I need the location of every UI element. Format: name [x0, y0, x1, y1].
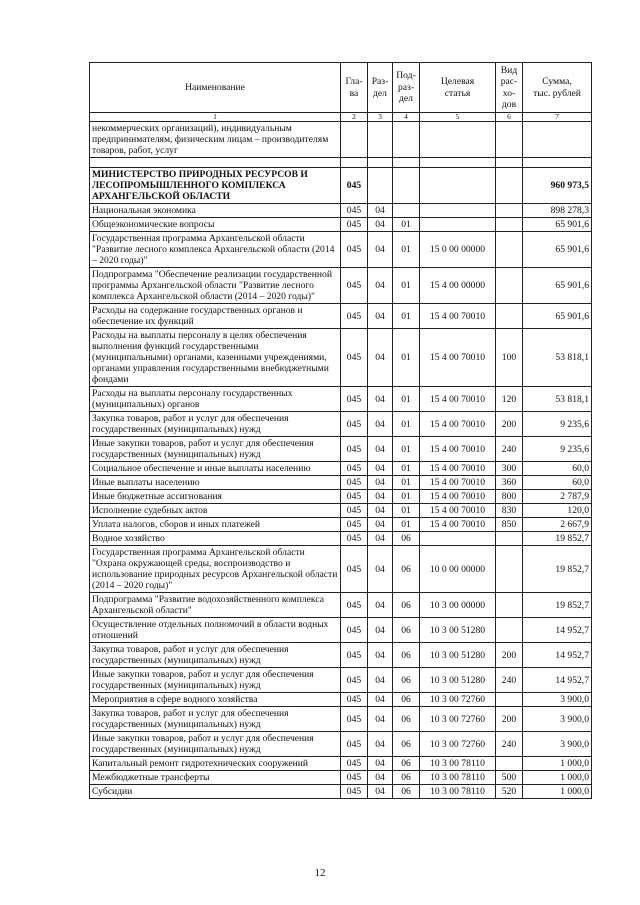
cell-subsection: 06	[393, 771, 420, 785]
cell-name: Общеэкономические вопросы	[90, 218, 341, 232]
cell-subsection: 01	[393, 462, 420, 476]
cell-subsection: 01	[393, 218, 420, 232]
cell-name: Иные закупки товаров, работ и услуг для обеспечения государственных (муниципальных) нужд	[90, 668, 341, 693]
cell-expense-type	[496, 593, 523, 618]
cell-amount: 960 973,5	[523, 168, 592, 204]
cell-expense-type	[496, 204, 523, 218]
table-row	[90, 732, 592, 757]
table-row	[90, 218, 592, 232]
table-row	[90, 668, 592, 693]
cell-amount: 65 901,6	[523, 232, 592, 268]
cell-subsection: 06	[393, 757, 420, 771]
cell-chapter: 045	[341, 490, 368, 504]
cell-target-article: 15 4 00 70010	[420, 462, 496, 476]
cell-name: Закупка товаров, работ и услуг для обеспечения государственных (муниципальных) нужд	[90, 643, 341, 668]
cell-section: 04	[368, 618, 393, 643]
table-row	[90, 546, 592, 593]
cell-name: Уплата налогов, сборов и иных платежей	[90, 518, 341, 532]
cell-name: Иные выплаты населению	[90, 476, 341, 490]
cell-subsection: 06	[393, 618, 420, 643]
header-name: Наименование	[90, 63, 341, 113]
cell-section: 04	[368, 218, 393, 232]
spacer-cell	[368, 158, 393, 168]
cell-name: Социальное обеспечение и иные выплаты населению	[90, 462, 341, 476]
cell-chapter: 045	[341, 476, 368, 490]
cell-target-article: 15 0 00 00000	[420, 232, 496, 268]
header-chapter: Гла- ва	[341, 63, 368, 113]
column-number: 7	[523, 113, 592, 122]
spacer-cell	[523, 158, 592, 168]
cell-subsection: 01	[393, 476, 420, 490]
cell-name: Осуществление отдельных полномочий в области водных отношений	[90, 618, 341, 643]
column-number-row	[90, 113, 592, 122]
cell-amount: 2 667,9	[523, 518, 592, 532]
cell-chapter: 045	[341, 304, 368, 329]
column-number: 1	[90, 113, 341, 122]
cell-expense-type: 850	[496, 518, 523, 532]
cell-target-article	[420, 532, 496, 546]
cell-subsection	[393, 204, 420, 218]
column-number: 6	[496, 113, 523, 122]
cell-expense-type	[496, 693, 523, 707]
cell-amount: 3 900,0	[523, 707, 592, 732]
cell-target-article: 15 4 00 70010	[420, 490, 496, 504]
cell-target-article: 15 4 00 70010	[420, 412, 496, 437]
cell-expense-type	[496, 218, 523, 232]
table-row	[90, 122, 592, 158]
cell-chapter: 045	[341, 168, 368, 204]
cell-amount: 14 952,7	[523, 643, 592, 668]
column-number: 3	[368, 113, 393, 122]
cell-subsection: 01	[393, 387, 420, 412]
cell-subsection	[393, 168, 420, 204]
spacer-cell	[496, 158, 523, 168]
table-row	[90, 232, 592, 268]
cell-target-article: 15 4 00 70010	[420, 437, 496, 462]
cell-amount: 60,0	[523, 462, 592, 476]
cell-target-article: 10 3 00 78110	[420, 785, 496, 799]
cell-expense-type: 240	[496, 437, 523, 462]
cell-expense-type	[496, 168, 523, 204]
cell-section: 04	[368, 771, 393, 785]
cell-expense-type	[496, 757, 523, 771]
cell-expense-type	[496, 546, 523, 593]
cell-target-article	[420, 218, 496, 232]
cell-name: Подпрограмма "Обеспечение реализации государственной программы Архангельской области "Развитие лесного комплекса Архангельской области (2014 – 2020 годы)"	[90, 268, 341, 304]
cell-target-article	[420, 122, 496, 158]
cell-chapter: 045	[341, 232, 368, 268]
cell-chapter: 045	[341, 668, 368, 693]
cell-target-article: 10 0 00 00000	[420, 546, 496, 593]
cell-expense-type: 360	[496, 476, 523, 490]
cell-name: Мероприятия в сфере водного хозяйства	[90, 693, 341, 707]
cell-amount: 1 000,0	[523, 785, 592, 799]
cell-expense-type: 100	[496, 329, 523, 387]
page-number: 12	[314, 867, 326, 879]
cell-amount: 14 952,7	[523, 668, 592, 693]
cell-expense-type: 200	[496, 707, 523, 732]
cell-name: Капитальный ремонт гидротехнических сооружений	[90, 757, 341, 771]
cell-section: 04	[368, 329, 393, 387]
cell-target-article: 10 3 00 72760	[420, 693, 496, 707]
cell-section: 04	[368, 546, 393, 593]
cell-amount: 60,0	[523, 476, 592, 490]
cell-amount: 19 852,7	[523, 532, 592, 546]
table-row	[90, 204, 592, 218]
cell-chapter: 045	[341, 618, 368, 643]
cell-subsection: 06	[393, 732, 420, 757]
cell-section: 04	[368, 693, 393, 707]
spacer-cell	[393, 158, 420, 168]
table-row	[90, 168, 592, 204]
column-number: 4	[393, 113, 420, 122]
cell-chapter: 045	[341, 593, 368, 618]
table-row	[90, 504, 592, 518]
cell-subsection: 01	[393, 329, 420, 387]
cell-target-article	[420, 168, 496, 204]
cell-chapter	[341, 122, 368, 158]
cell-name: Субсидии	[90, 785, 341, 799]
table-row	[90, 618, 592, 643]
cell-name: Государственная программа Архангельской области "Развитие лесного комплекса Архангельской области (2014 – 2020 годы)"	[90, 232, 341, 268]
cell-chapter: 045	[341, 707, 368, 732]
table-row	[90, 490, 592, 504]
cell-amount: 120,0	[523, 504, 592, 518]
cell-section	[368, 122, 393, 158]
cell-subsection: 06	[393, 532, 420, 546]
cell-subsection: 06	[393, 693, 420, 707]
cell-section: 04	[368, 593, 393, 618]
table-header-row	[90, 63, 592, 113]
cell-target-article: 10 3 00 00000	[420, 593, 496, 618]
cell-expense-type	[496, 618, 523, 643]
cell-section: 04	[368, 476, 393, 490]
cell-target-article: 15 4 00 70010	[420, 304, 496, 329]
cell-section: 04	[368, 504, 393, 518]
cell-expense-type: 520	[496, 785, 523, 799]
cell-chapter: 045	[341, 693, 368, 707]
cell-subsection: 01	[393, 518, 420, 532]
cell-amount: 65 901,6	[523, 218, 592, 232]
cell-target-article: 10 3 00 51280	[420, 668, 496, 693]
cell-subsection	[393, 122, 420, 158]
budget-table	[89, 62, 592, 799]
cell-target-article: 15 4 00 70010	[420, 504, 496, 518]
cell-section: 04	[368, 757, 393, 771]
cell-name: Межбюджетные трансферты	[90, 771, 341, 785]
table-row	[90, 771, 592, 785]
cell-amount: 1 000,0	[523, 757, 592, 771]
cell-target-article: 15 4 00 00000	[420, 268, 496, 304]
column-number: 2	[341, 113, 368, 122]
cell-amount: 2 787,9	[523, 490, 592, 504]
cell-target-article: 15 4 00 70010	[420, 329, 496, 387]
cell-section: 04	[368, 532, 393, 546]
spacer-row	[90, 158, 592, 168]
cell-subsection: 01	[393, 412, 420, 437]
cell-subsection: 06	[393, 707, 420, 732]
cell-amount: 14 952,7	[523, 618, 592, 643]
cell-target-article: 10 3 00 72760	[420, 707, 496, 732]
table-row	[90, 462, 592, 476]
cell-chapter: 045	[341, 785, 368, 799]
table-row	[90, 387, 592, 412]
cell-expense-type: 120	[496, 387, 523, 412]
cell-subsection: 01	[393, 504, 420, 518]
cell-chapter: 045	[341, 329, 368, 387]
cell-chapter: 045	[341, 504, 368, 518]
cell-subsection: 06	[393, 668, 420, 693]
cell-section	[368, 168, 393, 204]
cell-subsection: 06	[393, 593, 420, 618]
table-row	[90, 437, 592, 462]
cell-name: Подпрограмма "Развитие водохозяйственного комплекса Архангельской области"	[90, 593, 341, 618]
cell-name: Национальная экономика	[90, 204, 341, 218]
cell-chapter: 045	[341, 771, 368, 785]
cell-target-article: 15 4 00 70010	[420, 518, 496, 532]
cell-chapter: 045	[341, 546, 368, 593]
cell-section: 04	[368, 204, 393, 218]
cell-chapter: 045	[341, 204, 368, 218]
cell-name: Иные закупки товаров, работ и услуг для обеспечения государственных (муниципальных) нужд	[90, 732, 341, 757]
cell-section: 04	[368, 412, 393, 437]
table-body	[90, 122, 592, 799]
cell-expense-type: 500	[496, 771, 523, 785]
column-number: 5	[420, 113, 496, 122]
cell-chapter: 045	[341, 757, 368, 771]
cell-amount: 3 900,0	[523, 732, 592, 757]
cell-section: 04	[368, 643, 393, 668]
cell-subsection: 06	[393, 643, 420, 668]
cell-name: Иные бюджетные ассигнования	[90, 490, 341, 504]
cell-section: 04	[368, 668, 393, 693]
table-row	[90, 304, 592, 329]
cell-name: Закупка товаров, работ и услуг для обеспечения государственных (муниципальных) нужд	[90, 412, 341, 437]
table-row	[90, 412, 592, 437]
cell-subsection: 06	[393, 785, 420, 799]
cell-subsection: 01	[393, 268, 420, 304]
cell-target-article: 10 3 00 78110	[420, 771, 496, 785]
cell-section: 04	[368, 304, 393, 329]
cell-subsection: 01	[393, 304, 420, 329]
table-row	[90, 518, 592, 532]
cell-chapter: 045	[341, 268, 368, 304]
cell-section: 04	[368, 268, 393, 304]
cell-target-article: 15 4 00 70010	[420, 476, 496, 490]
table-row	[90, 476, 592, 490]
cell-amount: 19 852,7	[523, 546, 592, 593]
cell-expense-type	[496, 532, 523, 546]
cell-chapter: 045	[341, 518, 368, 532]
cell-amount: 19 852,7	[523, 593, 592, 618]
table-row	[90, 693, 592, 707]
table-row	[90, 643, 592, 668]
cell-target-article: 10 3 00 72760	[420, 732, 496, 757]
table-row	[90, 785, 592, 799]
cell-expense-type: 240	[496, 732, 523, 757]
cell-target-article: 10 3 00 51280	[420, 643, 496, 668]
cell-expense-type	[496, 122, 523, 158]
header-section: Раз- дел	[368, 63, 393, 113]
cell-expense-type: 240	[496, 668, 523, 693]
header-target-article: Целевая статья	[420, 63, 496, 113]
cell-target-article: 15 4 00 70010	[420, 387, 496, 412]
cell-section: 04	[368, 707, 393, 732]
table-row	[90, 329, 592, 387]
table-row	[90, 707, 592, 732]
cell-expense-type: 200	[496, 412, 523, 437]
cell-amount: 9 235,6	[523, 412, 592, 437]
cell-name: Исполнение судебных актов	[90, 504, 341, 518]
cell-chapter: 045	[341, 412, 368, 437]
spacer-cell	[420, 158, 496, 168]
cell-name: некоммерческих организаций), индивидуальным предпринимателям, физическим лицам – производителям товаров, работ, услуг	[90, 122, 341, 158]
cell-expense-type	[496, 232, 523, 268]
cell-name: МИНИСТЕРСТВО ПРИРОДНЫХ РЕСУРСОВ И ЛЕСОПРОМЫШЛЕННОГО КОМПЛЕКСА АРХАНГЕЛЬСКОЙ ОБЛАСТИ	[90, 168, 341, 204]
cell-target-article: 10 3 00 78110	[420, 757, 496, 771]
cell-amount	[523, 122, 592, 158]
cell-expense-type	[496, 304, 523, 329]
cell-subsection: 06	[393, 546, 420, 593]
cell-section: 04	[368, 732, 393, 757]
cell-name: Водное хозяйство	[90, 532, 341, 546]
table-row	[90, 532, 592, 546]
header-subsection: Под- раз- дел	[393, 63, 420, 113]
cell-expense-type: 830	[496, 504, 523, 518]
cell-name: Государственная программа Архангельской области "Охрана окружающей среды, воспроизводство и использование природных ресурсов Архангельской области (2014 – 2020 годы)"	[90, 546, 341, 593]
cell-expense-type: 800	[496, 490, 523, 504]
cell-name: Иные закупки товаров, работ и услуг для обеспечения государственных (муниципальных) нужд	[90, 437, 341, 462]
cell-amount: 53 818,1	[523, 387, 592, 412]
cell-expense-type: 200	[496, 643, 523, 668]
cell-name: Закупка товаров, работ и услуг для обеспечения государственных (муниципальных) нужд	[90, 707, 341, 732]
cell-amount: 9 235,6	[523, 437, 592, 462]
cell-name: Расходы на выплаты персоналу государственных (муниципальных) органов	[90, 387, 341, 412]
cell-section: 04	[368, 387, 393, 412]
cell-subsection: 01	[393, 490, 420, 504]
cell-target-article: 10 3 00 51280	[420, 618, 496, 643]
cell-subsection: 01	[393, 232, 420, 268]
cell-chapter: 045	[341, 462, 368, 476]
cell-chapter: 045	[341, 437, 368, 462]
table-row	[90, 757, 592, 771]
spacer-cell	[90, 158, 341, 168]
cell-expense-type: 300	[496, 462, 523, 476]
cell-amount: 65 901,6	[523, 268, 592, 304]
cell-name: Расходы на выплаты персоналу в целях обеспечения выполнения функций государственными (муниципальными) органами, казенными учреждениями, органами управления государственными внебюджетными фондами	[90, 329, 341, 387]
spacer-cell	[341, 158, 368, 168]
cell-section: 04	[368, 518, 393, 532]
cell-amount: 898 278,3	[523, 204, 592, 218]
cell-section: 04	[368, 462, 393, 476]
table-row	[90, 268, 592, 304]
cell-chapter: 045	[341, 218, 368, 232]
cell-amount: 3 900,0	[523, 693, 592, 707]
cell-amount: 1 000,0	[523, 771, 592, 785]
cell-expense-type	[496, 268, 523, 304]
cell-section: 04	[368, 437, 393, 462]
cell-name: Расходы на содержание государственных органов и обеспечение их функций	[90, 304, 341, 329]
header-amount: Сумма, тыс. рублей	[523, 63, 592, 113]
cell-section: 04	[368, 490, 393, 504]
cell-subsection: 01	[393, 437, 420, 462]
cell-chapter: 045	[341, 732, 368, 757]
cell-target-article	[420, 204, 496, 218]
cell-amount: 53 818,1	[523, 329, 592, 387]
cell-section: 04	[368, 232, 393, 268]
cell-chapter: 045	[341, 643, 368, 668]
table-row	[90, 593, 592, 618]
cell-section: 04	[368, 785, 393, 799]
cell-chapter: 045	[341, 387, 368, 412]
header-expense-type: Вид рас- хо- дов	[496, 63, 523, 113]
cell-amount: 65 901,6	[523, 304, 592, 329]
cell-chapter: 045	[341, 532, 368, 546]
